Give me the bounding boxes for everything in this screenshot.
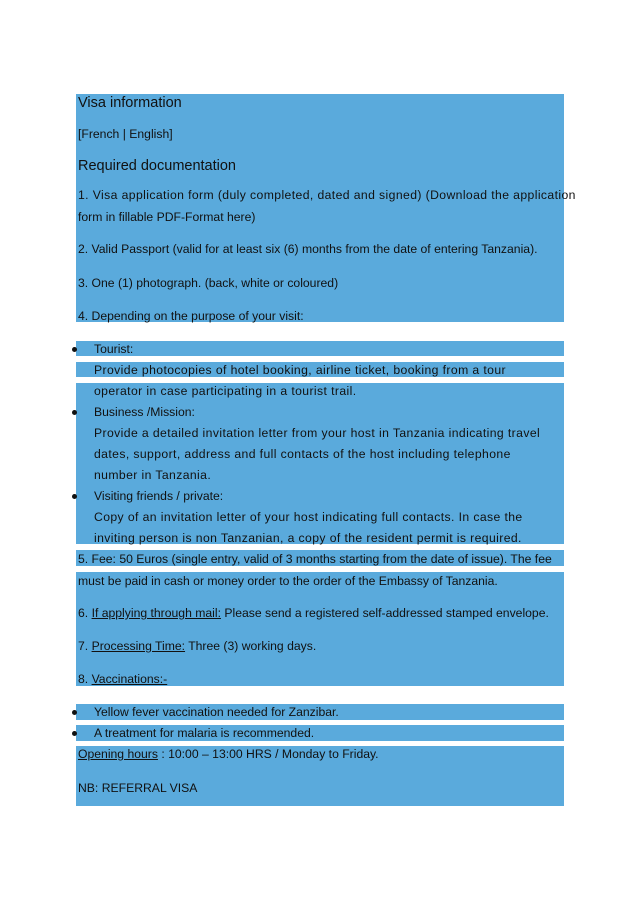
language-links[interactable]: [French | English] [78, 127, 173, 141]
purpose-item: 4. Depending on the purpose of your visit: [78, 309, 304, 323]
processing-item [78, 638, 316, 654]
visa-form-line-1: 1. Visa application form (duly completed, dated and signed) (Download the application [78, 188, 576, 202]
tourist-label: Tourist: [94, 342, 134, 356]
tourist-label-band [76, 341, 564, 356]
opening-text: : 10:00 – 13:00 HRS / Monday to Friday. [157, 747, 379, 761]
vaccinations-prefix: 8. [78, 672, 92, 686]
mail-prefix: 6. [78, 606, 92, 620]
business-line-2: dates, support, address and full contacts of the host including telephone [94, 447, 511, 461]
opening-label: Opening hours [78, 747, 158, 761]
tourist-line-2: operator in case participating in a tourist trail. [94, 384, 357, 398]
mail-label: If applying through mail: [91, 606, 221, 620]
visa-form-line-2[interactable]: form in fillable PDF-Format here) [78, 210, 256, 224]
business-label: Business /Mission: [94, 405, 195, 419]
tourist-line-1: Provide photocopies of hotel booking, airline ticket, booking from a tour [94, 363, 506, 377]
vaccine-item-1: Yellow fever vaccination needed for Zanzibar. [94, 705, 339, 719]
fee-line-2: must be paid in cash or money order to the order of the Embassy of Tanzania. [78, 574, 498, 588]
passport-item: 2. Valid Passport (valid for at least six (6) months from the date of entering Tanzania). [78, 242, 538, 256]
bullet-icon [72, 347, 77, 352]
page-title: Visa information [78, 95, 182, 111]
mail-item [78, 605, 549, 621]
mail-text: Please send a registered self-addressed stamped envelope. [220, 606, 549, 620]
friends-line-2: inviting person is non Tanzanian, a copy of the resident permit is required. [94, 531, 522, 545]
fee-line-1: 5. Fee: 50 Euros (single entry, valid of 3 months starting from the date of issue). The fee [78, 552, 552, 566]
bullet-icon [72, 494, 77, 499]
referral-note: NB: REFERRAL VISA [78, 781, 198, 795]
processing-text: Three (3) working days. [185, 639, 317, 653]
bullet-icon [72, 410, 77, 415]
bullet-icon [72, 731, 77, 736]
fee-mail-band [76, 572, 564, 686]
vaccinations-label: Vaccinations:- [91, 672, 168, 686]
bullet-icon [72, 710, 77, 715]
friends-label: Visiting friends / private: [94, 489, 224, 503]
friends-line-1: Copy of an invitation letter of your host indicating full contacts. In case the [94, 510, 523, 524]
section-heading: Required documentation [78, 158, 236, 174]
processing-prefix: 7. [78, 639, 92, 653]
vaccine-item-2: A treatment for malaria is recommended. [94, 726, 315, 740]
vaccinations-item [78, 671, 167, 687]
business-line-3: number in Tanzania. [94, 468, 212, 482]
opening-hours [78, 746, 379, 762]
business-line-1: Provide a detailed invitation letter from your host in Tanzania indicating travel [94, 426, 541, 440]
photo-item: 3. One (1) photograph. (back, white or coloured) [78, 276, 339, 290]
processing-label: Processing Time: [91, 639, 186, 653]
